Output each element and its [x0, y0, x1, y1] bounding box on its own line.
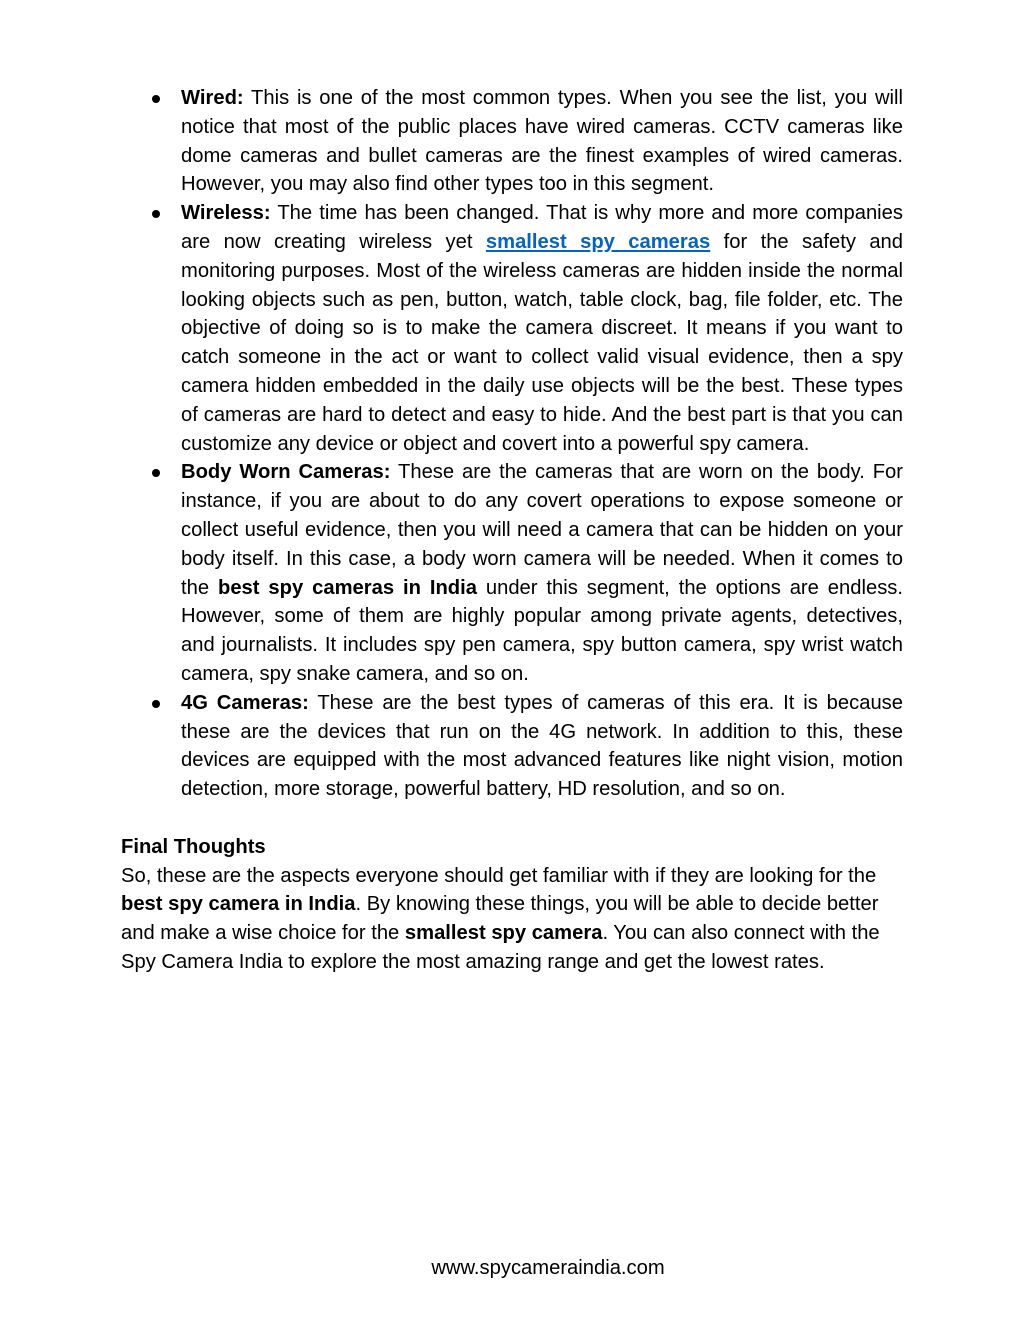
list-item-wireless	[181, 199, 903, 458]
bullet-text: The time has been changed. That is why more and more companies are now creating wireless yet	[181, 202, 903, 253]
camera-types-list	[121, 84, 903, 804]
page-content	[121, 84, 903, 977]
paragraph-spacer	[121, 804, 903, 833]
list-item-wired	[181, 84, 903, 199]
bullet-term: Wired:	[181, 87, 244, 109]
bullet-text: These are the best types of cameras of this era. It is because these are the devices that run on the 4G network. In addition to this, these devices are equipped with the most advanced features like night vision, motion detection, more storage, powerful battery, HD resolution, and so on.	[181, 691, 903, 801]
bullet-text: These are the cameras that are worn on the body. For instance, if you are about to do any covert operations to expose someone or collect useful evidence, then you will need a camera that can be hidden on your body itself. In this case, a body worn camera will be needed. When it comes to the	[181, 461, 903, 599]
bullet-icon	[152, 210, 160, 218]
bold-phrase: smallest spy camera	[404, 922, 603, 945]
bold-phrase: best spy camera in India	[121, 893, 356, 916]
list-item-4g	[181, 689, 903, 804]
smallest-spy-cameras-link[interactable]: smallest spy cameras	[485, 230, 711, 253]
bullet-icon	[152, 700, 160, 708]
paragraph-text: . You can also connect with the Spy Camera India to explore the most amazing range and get the lowest rates.	[121, 922, 880, 973]
bullet-term: Wireless:	[181, 202, 271, 225]
list-item-body-worn	[181, 458, 903, 688]
bullet-icon	[152, 95, 160, 103]
section-paragraph	[121, 862, 903, 977]
section-heading: Final Thoughts	[121, 835, 266, 858]
bullet-text: This is one of the most common types. When you see the list, you will notice that most of the public places have wired cameras. CCTV cameras like dome cameras and bullet cameras are the finest examples of wired cameras. However, you may also find other types too in this segment.	[181, 87, 903, 196]
bullet-term: 4G Cameras:	[181, 691, 309, 714]
bullet-text: for the safety and monitoring purposes. Most of the wireless cameras are hidden inside the normal looking objects such as pen, button, watch, table clock, bag, file folder, etc. The objective of doing so is to make the camera discreet. It means if you want to catch someone in the act or want to collect valid visual evidence, then a spy camera hidden embedded in the daily use objects will be the best. These types of cameras are hard to detect and easy to hide. And the best part is that you can customize any device or object and covert into a powerful spy camera.	[181, 230, 904, 455]
bold-phrase: best spy cameras in India	[217, 576, 477, 599]
bullet-text: under this segment, the options are endless. However, some of them are highly popular among private agents, detectives, and journalists. It includes spy pen camera, spy button camera, spy wrist watch camera, spy snake camera, and so on.	[181, 576, 903, 685]
bullet-icon	[152, 469, 160, 477]
footer-website: www.spycameraindia.com	[431, 1257, 665, 1279]
bullet-term: Body Worn Cameras:	[181, 461, 391, 484]
paragraph-text: . By knowing these things, you will be able to decide better and make a wise choice for the	[121, 893, 879, 945]
paragraph-text: So, these are the aspects everyone should get familiar with if they are looking for the	[121, 864, 877, 887]
